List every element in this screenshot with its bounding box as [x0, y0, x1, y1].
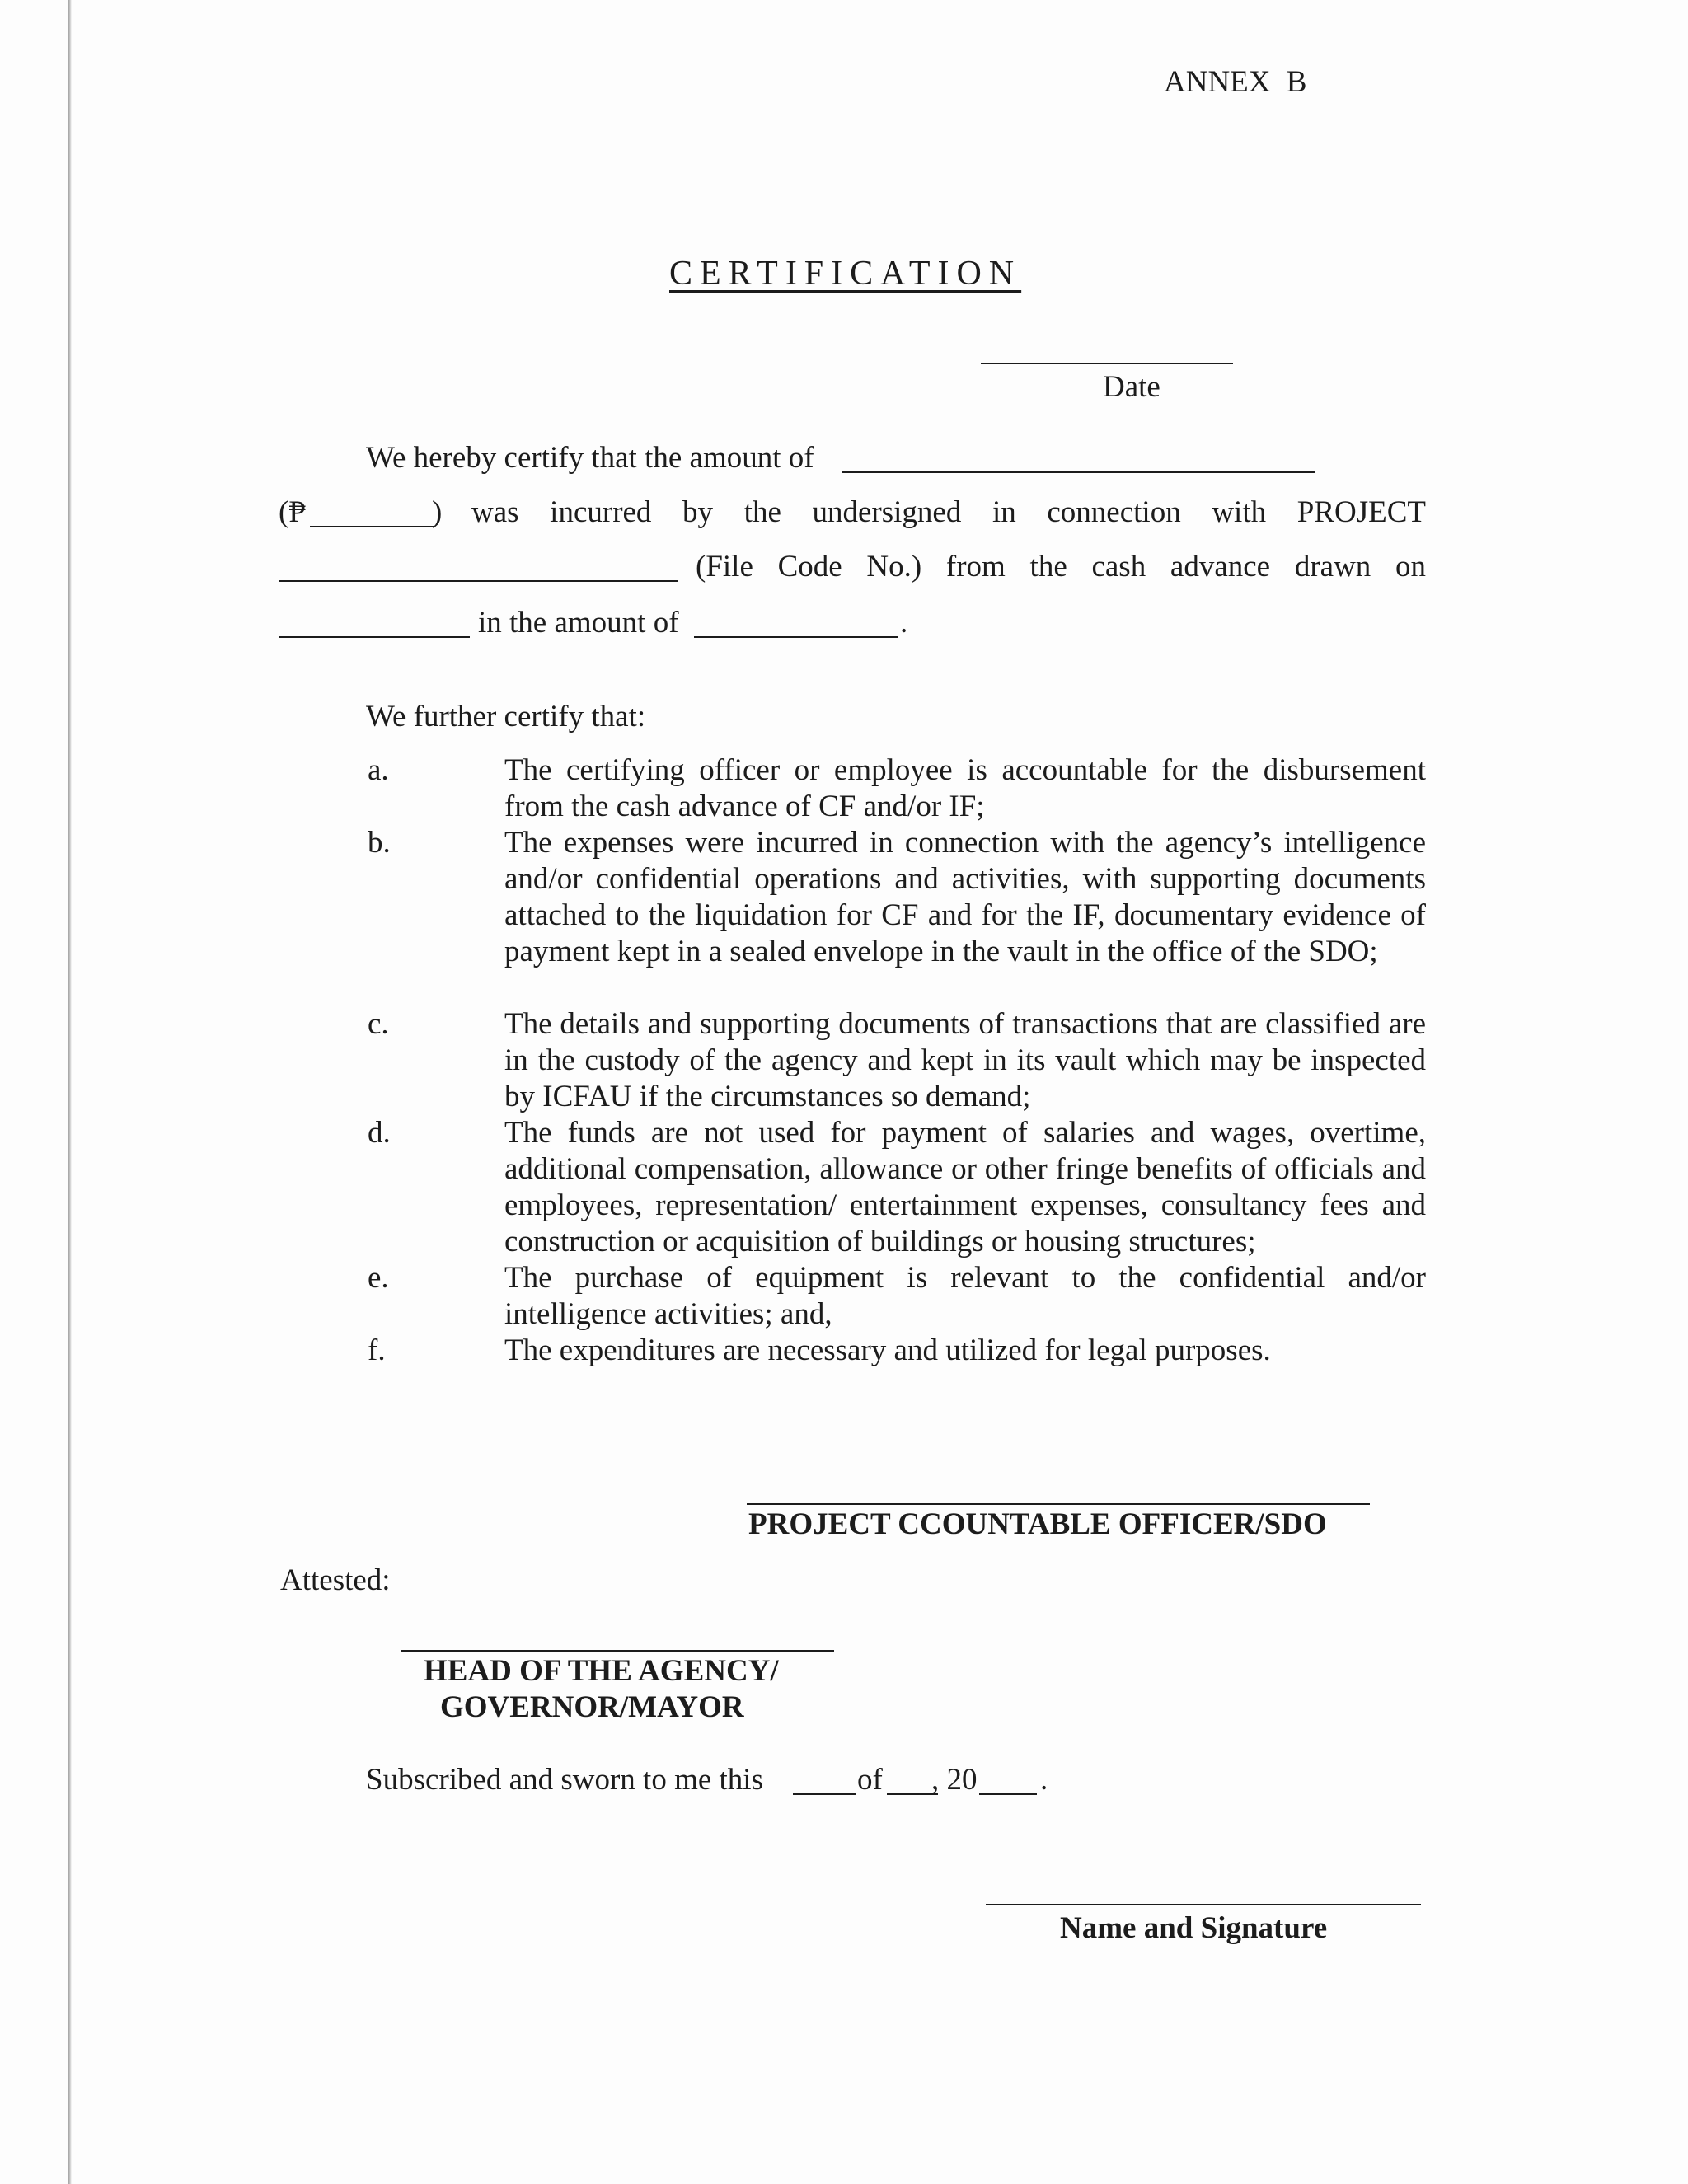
item-letter: d.: [368, 1116, 391, 1150]
file-code-text: (File Code No.) from the cash advance drawn on: [696, 550, 1426, 583]
scan-edge: [68, 0, 72, 2184]
officer-signature-line[interactable]: [747, 1503, 1370, 1505]
advance-amount-line[interactable]: [694, 636, 898, 638]
list-item: [368, 1115, 1426, 1260]
item-letter: c.: [368, 1007, 389, 1041]
drawn-date-line[interactable]: [279, 636, 470, 638]
amount-words-line[interactable]: [842, 471, 1315, 473]
peso-close: ): [432, 495, 443, 529]
head-title-line2: GOVERNOR/MAYOR: [440, 1690, 744, 1724]
period: .: [900, 606, 908, 640]
list-item: [368, 752, 1426, 825]
annex-label: ANNEX B: [1164, 65, 1307, 99]
item-letter: b.: [368, 826, 391, 860]
month-line[interactable]: [887, 1793, 938, 1795]
list-item: [368, 1006, 1426, 1115]
project-name-line[interactable]: [279, 580, 678, 582]
item-text: The details and supporting documents of transactions that are classified are in the custody of the agency and kept in its vault which may be inspected by ICFAU if the circumstances so demand;: [504, 1007, 1426, 1113]
item-text: The certifying officer or employee is accountable for the disbursement from the cash advance of CF and/or IF;: [504, 753, 1426, 823]
day-line[interactable]: [793, 1793, 856, 1795]
sworn-text: Subscribed and sworn to me this: [366, 1763, 763, 1797]
head-title-line1: HEAD OF THE AGENCY/: [424, 1654, 779, 1688]
attested-label: Attested:: [280, 1563, 391, 1597]
peso-open: (₱: [279, 495, 306, 529]
amount-figures-line[interactable]: [310, 526, 434, 527]
item-letter: f.: [368, 1333, 386, 1367]
officer-title: PROJECT CCOUNTABLE OFFICER/SDO: [748, 1507, 1327, 1541]
in-amount-text: in the amount of: [478, 606, 679, 640]
sworn-year-prefix: , 20: [931, 1763, 978, 1797]
name-signature-label: Name and Signature: [1060, 1911, 1328, 1945]
sworn-period: .: [1040, 1763, 1048, 1797]
year-line[interactable]: [979, 1793, 1037, 1795]
sworn-of: of: [857, 1763, 883, 1797]
item-text: The funds are not used for payment of salaries and wages, overtime, additional compensation, allowance or other fringe benefits of officials and employees, representation/ entertainment expenses, consultancy fees and construction or acquisition of buildings or housing structures;: [504, 1116, 1426, 1258]
certification-items: [368, 752, 1426, 1369]
list-item: [368, 825, 1426, 1006]
item-text: The purchase of equipment is relevant to the confidential and/or intelligence activities; and,: [504, 1261, 1426, 1331]
document-title: CERTIFICATION: [669, 255, 1022, 293]
list-item: [368, 1260, 1426, 1333]
list-item: [368, 1333, 1426, 1369]
incurred-text: was incurred by the undersigned in connection with PROJECT: [471, 495, 1426, 529]
head-signature-line[interactable]: [401, 1650, 834, 1652]
further-certify-heading: We further certify that:: [366, 700, 646, 733]
date-label: Date: [1103, 370, 1160, 404]
item-letter: e.: [368, 1261, 389, 1295]
certify-intro: We hereby certify that the amount of: [366, 441, 814, 475]
item-text: The expenditures are necessary and utilized for legal purposes.: [504, 1333, 1271, 1367]
item-text: The expenses were incurred in connection with the agency’s intelligence and/or confidential operations and activities, with supporting documents attached to the liquidation for CF and for the IF, documentary evidence of payment kept in a sealed envelope in the vault in the office of the SDO;: [504, 826, 1426, 968]
date-line[interactable]: [981, 363, 1233, 364]
notary-signature-line[interactable]: [986, 1904, 1421, 1905]
item-letter: a.: [368, 753, 389, 787]
